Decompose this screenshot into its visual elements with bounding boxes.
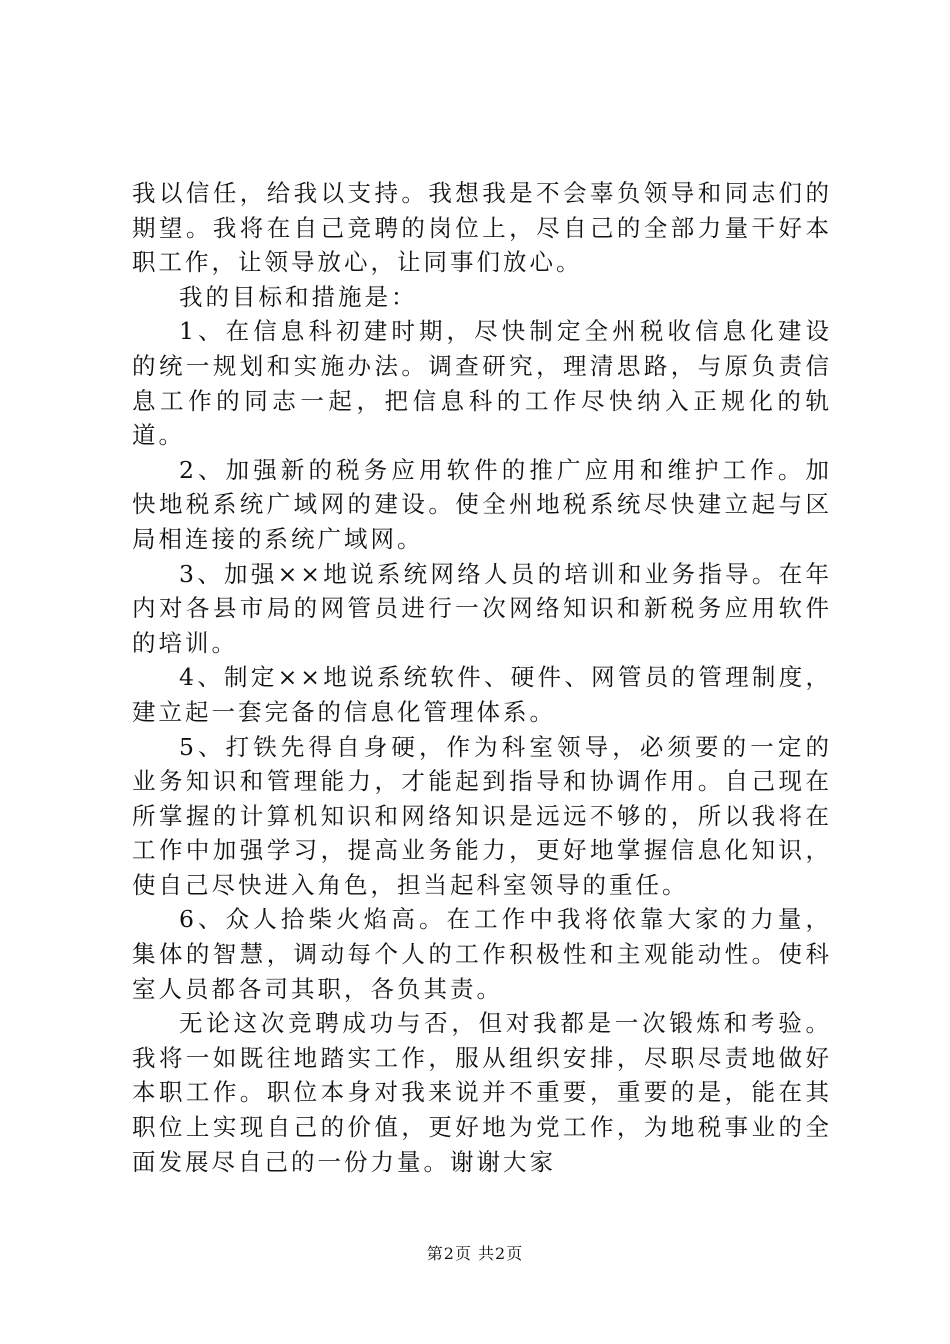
paragraph-conclusion: 无论这次竞聘成功与否，但对我都是一次锻炼和考验。我将一如既往地踏实工作，服从组织安排，尽职尽责地做好本职工作。职位本身对我来说并不重要，重要的是，能在其职位上实现自己的价值，更好地为党工作，为地税事业的全面发展尽自己的一份力量。谢谢大家 <box>132 1009 832 1176</box>
page-footer <box>0 1244 950 1264</box>
paragraph-measure-1: 1、在信息科初建时期，尽快制定全州税收信息化建设的统一规划和实施办法。调查研究，理清思路，与原负责信息工作的同志一起，把信息科的工作尽快纳入正规化的轨道。 <box>132 317 832 450</box>
paragraph-measure-3: 3、加强××地说系统网络人员的培训和业务指导。在年内对各县市局的网管员进行一次网络知识和新税务应用软件的培训。 <box>132 559 832 657</box>
paragraph-goals-intro: 我的目标和措施是： <box>179 282 418 311</box>
page-number: 第2页 共2页 <box>426 1244 524 1263</box>
paragraph-measure-4: 4、制定××地说系统软件、硬件、网管员的管理制度，建立起一套完备的信息化管理体系。 <box>132 663 832 726</box>
document-body <box>132 176 832 1179</box>
paragraph-measure-6: 6、众人拾柴火焰高。在工作中我将依靠大家的力量，集体的智慧，调动每个人的工作积极性和主观能动性。使科室人员都各司其职，各负其责。 <box>132 905 832 1003</box>
paragraph-continuation: 我以信任，给我以支持。我想我是不会辜负领导和同志们的期望。我将在自己竞聘的岗位上，尽自己的全部力量干好本职工作，让领导放心，让同事们放心。 <box>132 179 832 277</box>
paragraph-measure-2: 2、加强新的税务应用软件的推广应用和维护工作。加快地税系统广域网的建设。使全州地税系统尽快建立起与区局相连接的系统广域网。 <box>132 455 832 553</box>
paragraph-measure-5: 5、打铁先得自身硬，作为科室领导，必须要的一定的业务知识和管理能力，才能起到指导和协调作用。自己现在所掌握的计算机知识和网络知识是远远不够的，所以我将在工作中加强学习，提高业务能力，更好地掌握信息化知识，使自己尽快进入角色，担当起科室领导的重任。 <box>132 732 832 899</box>
